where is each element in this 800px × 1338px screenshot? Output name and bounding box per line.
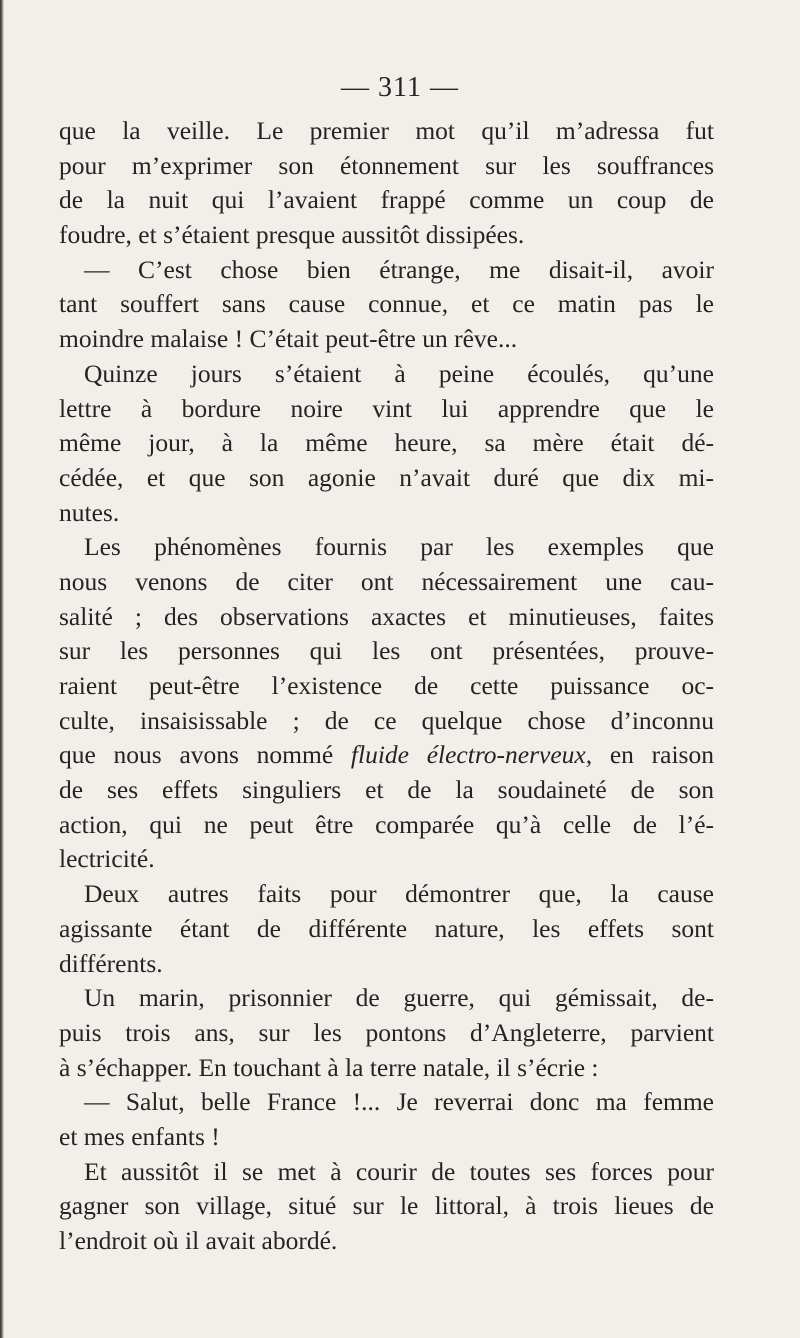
- text-line-content: Les phénomènes fournis par les exemples que: [84, 532, 714, 562]
- text-line: [59, 600, 714, 635]
- text-line-content: pour m’exprimer son étonnement sur les souffrances: [59, 150, 714, 180]
- text-line: [59, 947, 714, 982]
- text-line-content: différents.: [59, 948, 163, 978]
- text-line: [59, 565, 714, 600]
- text-line: [59, 461, 714, 496]
- page-number: — 311 —: [341, 72, 459, 103]
- text-line: [59, 114, 714, 149]
- text-line: [59, 738, 714, 773]
- text-line: [59, 877, 714, 912]
- text-line-content: Un marin, prisonnier de guerre, qui gémissait, de-: [84, 983, 714, 1013]
- text-line: [59, 808, 714, 843]
- text-line: [59, 218, 714, 253]
- text-line-content: culte, insaisissable ; de ce quelque chose d’inconnu: [59, 705, 714, 735]
- text-line-content: de la nuit qui l’avaient frappé comme un coup de: [59, 185, 714, 215]
- text-line: [59, 669, 714, 704]
- text-line-content: à s’échapper. En touchant à la terre natale, il s’écrie :: [59, 1052, 599, 1082]
- text-line-content: tant souffert sans cause connue, et ce matin pas le: [59, 289, 714, 319]
- text-line-content: gagner son village, situé sur le littoral, à trois lieues de: [59, 1191, 714, 1221]
- text-line-content: action, qui ne peut être comparée qu’à celle de l’é-: [59, 809, 714, 839]
- text-line-content: lectricité.: [59, 844, 155, 874]
- text-line: [59, 1155, 714, 1190]
- text-line: [59, 1120, 714, 1155]
- text-line-content: moindre malaise ! C’était peut-être un rêve...: [59, 324, 518, 354]
- text-line-content: que la veille. Le premier mot qu’il m’adressa fut: [59, 116, 714, 145]
- text-line-content: nutes.: [59, 497, 120, 527]
- text-line: [59, 287, 714, 322]
- text-line: [59, 1051, 714, 1086]
- text-line-content: de ses effets singuliers et de la soudaineté de son: [59, 775, 714, 805]
- italic-term: fluide électro-nerveux,: [350, 740, 593, 770]
- text-line: [59, 392, 714, 427]
- text-line: [59, 253, 714, 288]
- text-line-content: salité ; des observations axactes et minutieuses, faites: [59, 601, 714, 631]
- text-line-content: que nous avons nommé: [59, 740, 334, 770]
- text-line: [59, 1016, 714, 1051]
- text-line-content: foudre, et s’étaient presque aussitôt dissipées.: [59, 220, 525, 250]
- text-line-content: raient peut-être l’existence de cette puissance oc-: [59, 671, 714, 700]
- text-line: [59, 530, 714, 565]
- text-line: [59, 357, 714, 392]
- text-line-content: Deux autres faits pour démontrer que, la cause: [84, 879, 714, 909]
- text-line: [59, 183, 714, 218]
- text-line: [59, 634, 714, 669]
- text-line-content: Et aussitôt il se met à courir de toutes ses forces pour: [84, 1156, 714, 1186]
- text-line: [59, 842, 714, 877]
- text-line: [59, 426, 714, 461]
- text-line: [59, 981, 714, 1016]
- text-line-content: sur les personnes qui les ont présentées, prouve-: [59, 636, 714, 666]
- text-line-content: — C’est chose bien étrange, me disait-il, avoir: [84, 254, 714, 284]
- text-line-content: même jour, à la même heure, sa mère était dé-: [59, 428, 714, 458]
- text-line: [59, 322, 714, 357]
- text-line: [59, 773, 714, 808]
- text-line: [59, 496, 714, 531]
- text-line-content: et mes enfants !: [59, 1121, 220, 1151]
- text-line: [59, 912, 714, 947]
- text-line-content: l’endroit où il avait abordé.: [59, 1226, 338, 1255]
- text-line: [59, 1085, 714, 1120]
- text-line-content: — Salut, belle France !... Je reverrai donc ma femme: [84, 1087, 714, 1117]
- text-line-content: Quinze jours s’étaient à peine écoulés, qu’une: [84, 358, 714, 388]
- text-line: [59, 1224, 714, 1259]
- text-line-content: nous venons de citer ont nécessairement une cau-: [59, 566, 714, 596]
- body-text: [59, 114, 714, 1259]
- text-line: [59, 149, 714, 184]
- text-line: [59, 1189, 714, 1224]
- text-line: [59, 704, 714, 739]
- page-edge-shadow: [0, 0, 4, 1338]
- text-line-content: puis trois ans, sur les pontons d’Angleterre, parvient: [59, 1017, 714, 1047]
- text-line-content: agissante étant de différente nature, les effets sont: [59, 913, 714, 943]
- text-line-continuation: en raison: [609, 740, 714, 770]
- text-line-content: cédée, et que son agonie n’avait duré que dix mi-: [59, 462, 714, 492]
- text-line-content: lettre à bordure noire vint lui apprendre que le: [59, 393, 714, 423]
